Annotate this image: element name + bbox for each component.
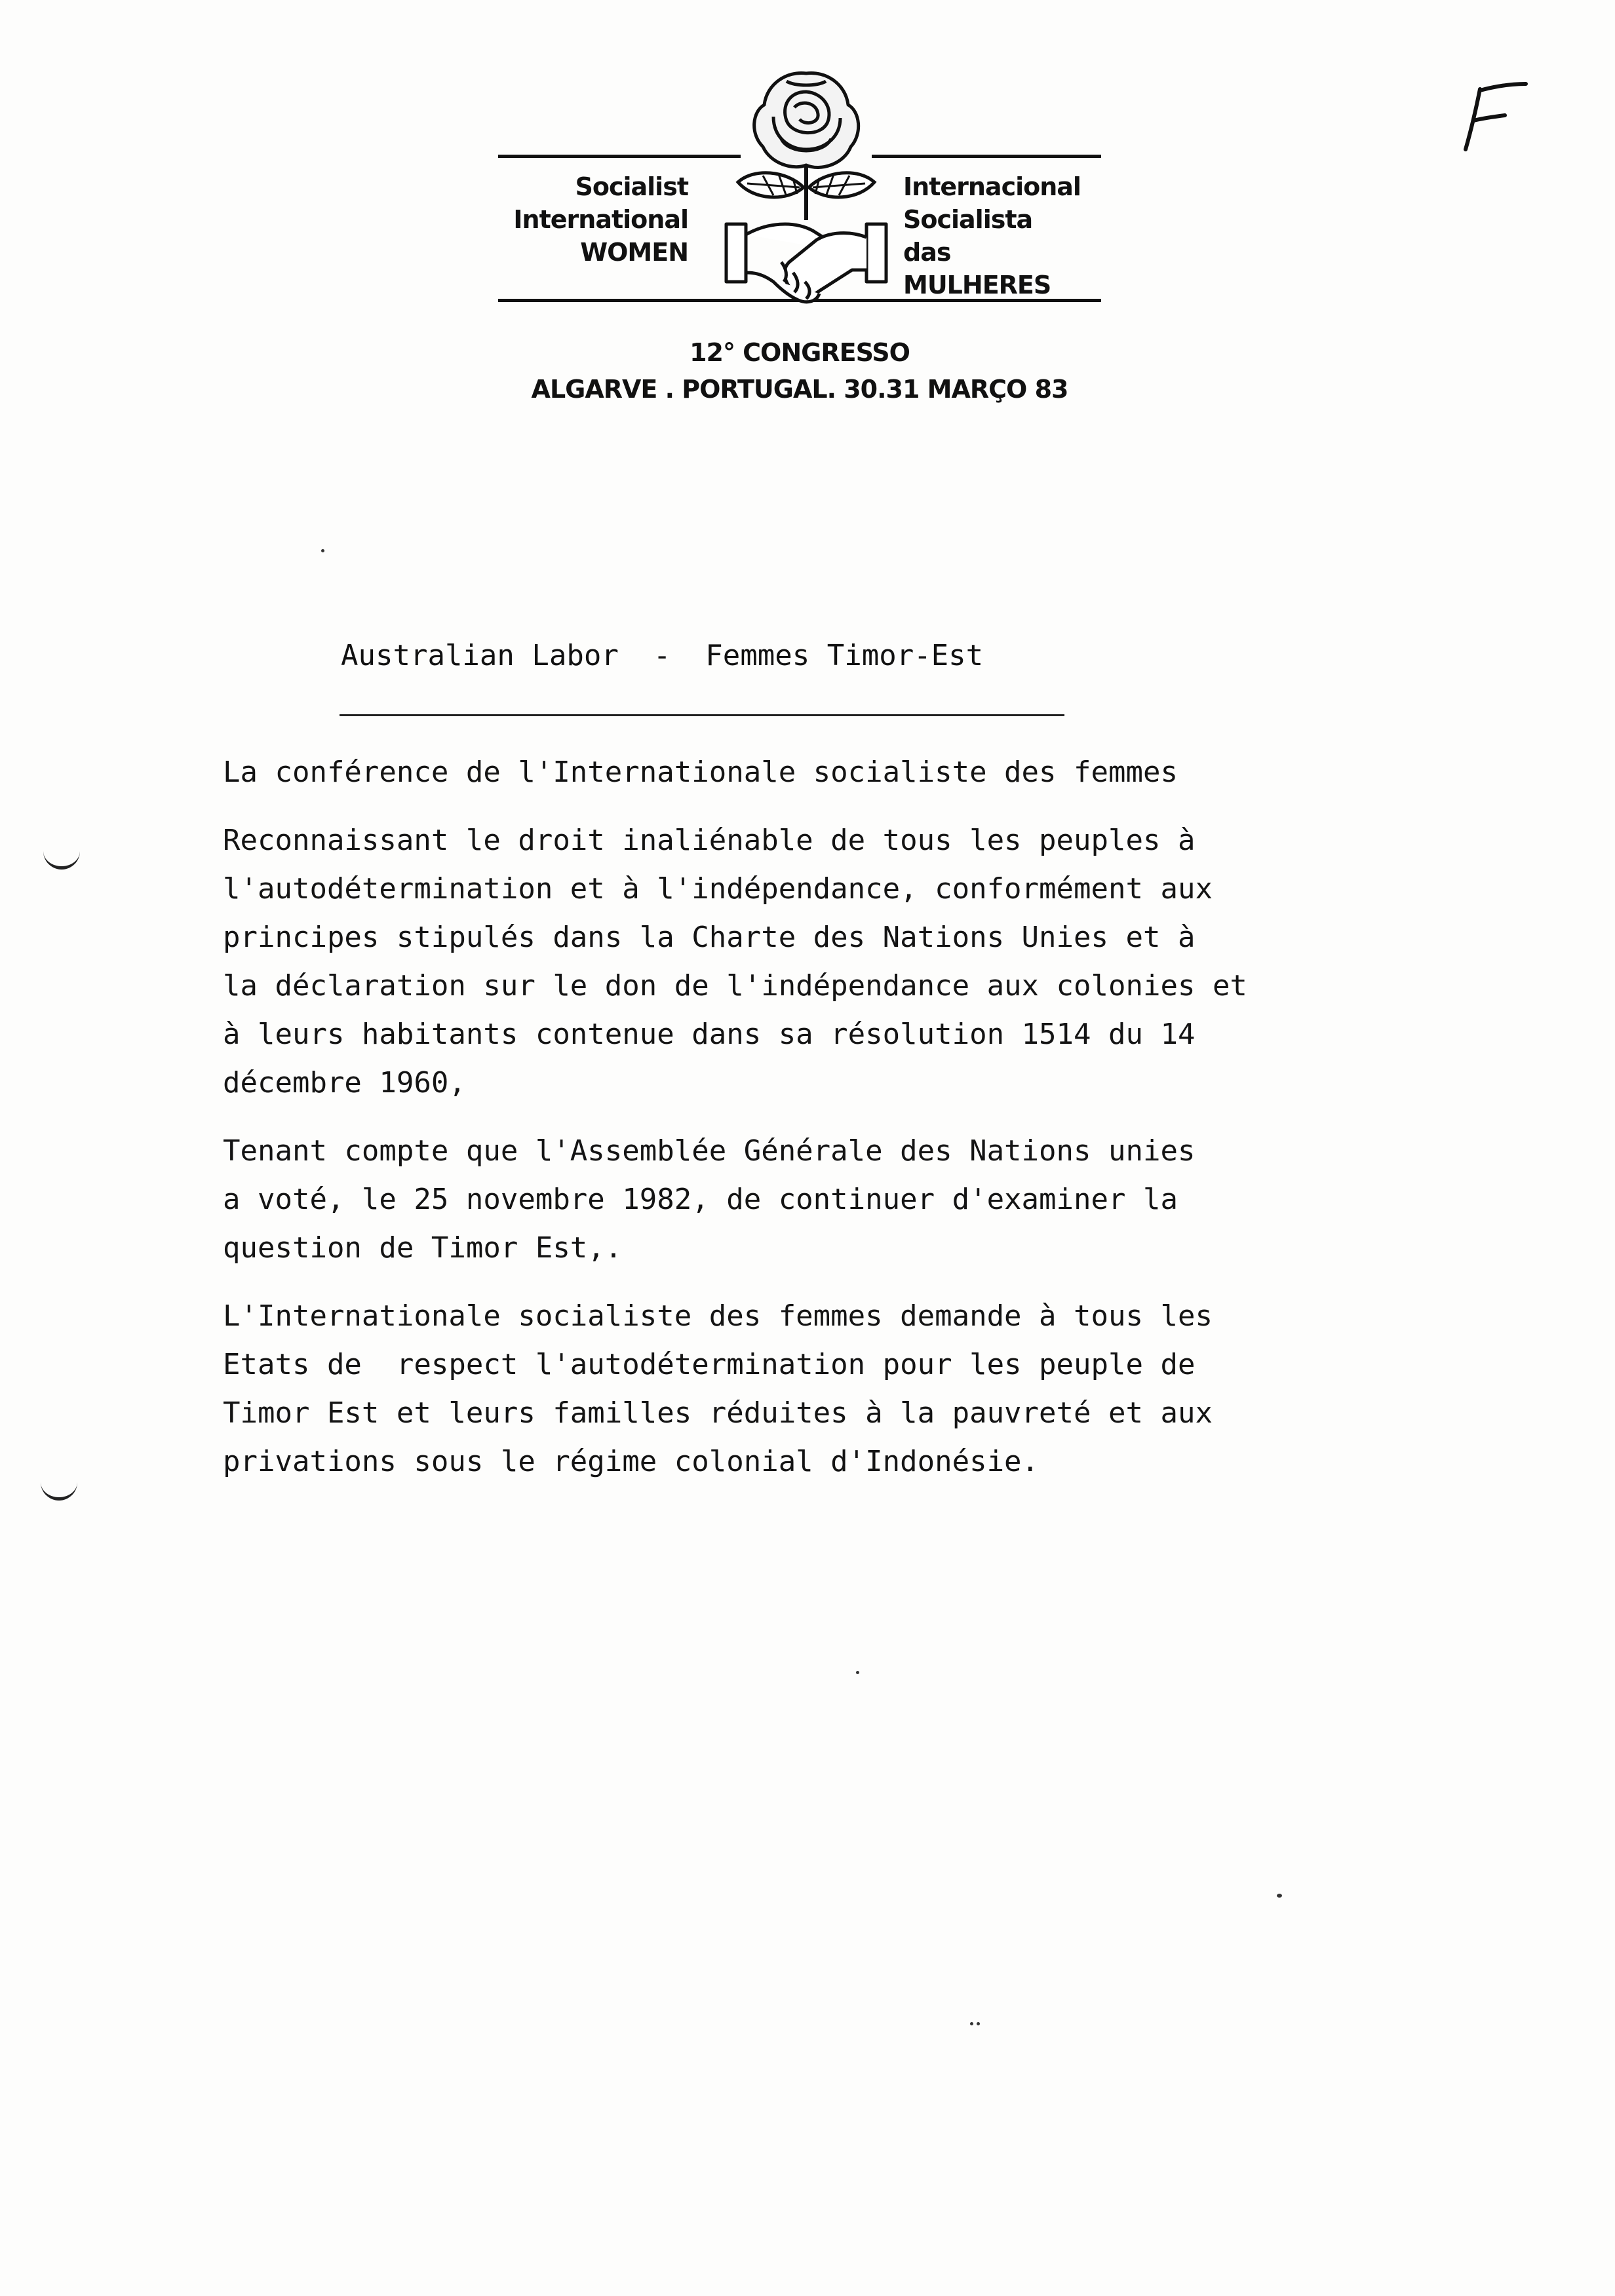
letterhead-right-line: Socialista [903, 205, 1033, 234]
letterhead-right-line: Internacional [903, 172, 1081, 201]
handwritten-f-mark [1442, 72, 1534, 164]
text-line: Tenant compte que l'Assemblée Générale des Nations unies [223, 1134, 1196, 1168]
punch-hole-mark [43, 840, 80, 870]
document-heading: Australian Labor - Femmes Timor-Est [341, 639, 984, 672]
paragraph-recognizing [223, 816, 1429, 1107]
letterhead-english-name [513, 170, 688, 269]
paragraph-considering [223, 1127, 1429, 1272]
congress-number: 12° CONGRESSO [690, 338, 910, 367]
scan-speck [1277, 1894, 1282, 1898]
resolution-body [223, 748, 1429, 1506]
letterhead-left-line: WOMEN [580, 238, 688, 267]
letterhead-right-line: das MULHERES [903, 238, 1051, 299]
paragraph-demand [223, 1292, 1429, 1486]
text-line: privations sous le régime colonial d'Indonésie. [223, 1445, 1040, 1478]
text-line: décembre 1960, [223, 1066, 466, 1100]
text-line: Reconnaissant le droit inaliénable de tous les peuples à [223, 824, 1196, 857]
paragraph-preamble [223, 748, 1429, 797]
text-line: L'Internationale socialiste des femmes demande à tous les [223, 1299, 1213, 1333]
text-line: principes stipulés dans la Charte des Nations Unies et à [223, 921, 1196, 954]
letterhead-portuguese-name [903, 170, 1101, 301]
congress-location-date: ALGARVE . PORTUGAL. 30.31 MARÇO 83 [531, 375, 1068, 404]
letterhead-left-line: International [513, 205, 688, 234]
letterhead [498, 66, 1101, 315]
scan-speck [970, 2022, 973, 2025]
text-line: a voté, le 25 novembre 1982, de continuer d'examiner la [223, 1183, 1178, 1216]
text-line: Etats de respect l'autodétermination pour les peuple de [223, 1348, 1196, 1381]
text-line: à leurs habitants contenue dans sa résolution 1514 du 14 [223, 1018, 1196, 1051]
scan-speck [856, 1671, 859, 1674]
letterhead-rule-top-right [872, 155, 1101, 158]
text-line: la déclaration sur le don de l'indépendance aux colonies et [223, 969, 1247, 1003]
text-line: La conférence de l'Internationale socialiste des femmes [223, 756, 1178, 789]
rose-handshake-icon [721, 66, 891, 321]
punch-hole-mark [41, 1471, 77, 1501]
scan-speck [977, 2022, 980, 2025]
letterhead-left-line: Socialist [575, 172, 688, 201]
heading-underline [340, 714, 1064, 716]
scan-speck [321, 549, 324, 552]
text-line: question de Timor Est,. [223, 1231, 623, 1265]
text-line: l'autodétermination et à l'indépendance, conformément aux [223, 872, 1213, 906]
text-line: Timor Est et leurs familles réduites à la pauvreté et aux [223, 1396, 1213, 1430]
congress-title [498, 334, 1101, 408]
letterhead-rule-top-left [498, 155, 741, 158]
